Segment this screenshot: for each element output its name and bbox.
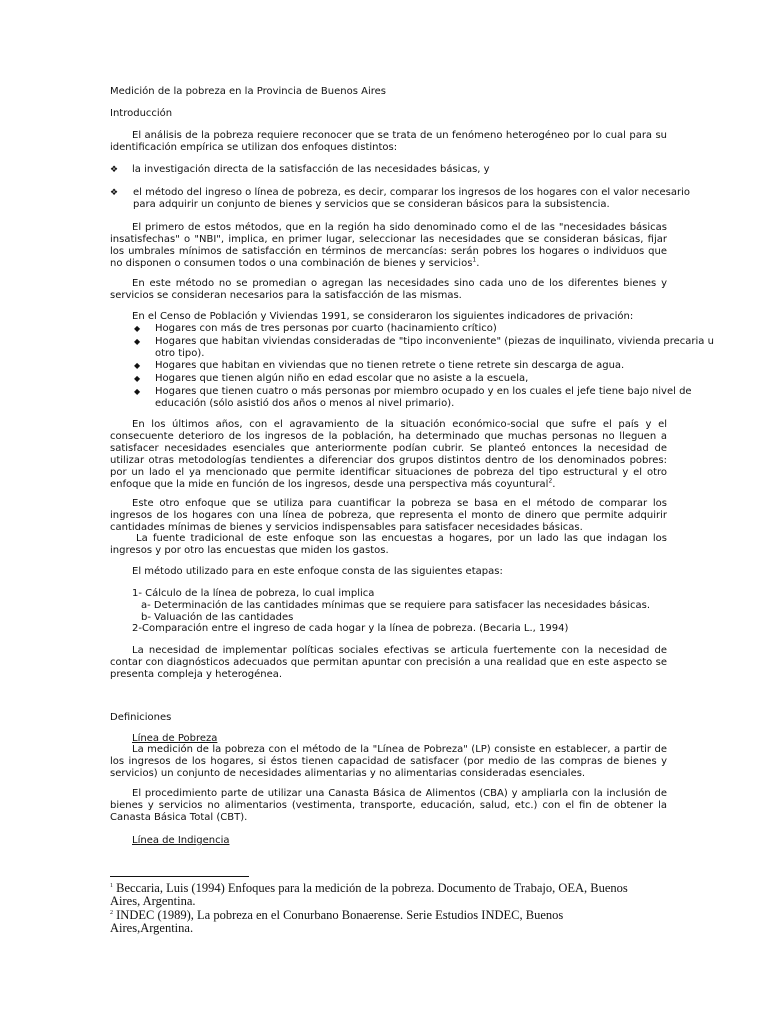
section-heading-introduccion: Introducción <box>110 108 173 119</box>
diamond-bullet-icon: ◆ <box>134 337 141 346</box>
paragraph-8: La medición de la pobreza con el método de la "Línea de Pobreza" (LP) consiste en establecer, a partir de los ingresos de los hogares, si éstos tienen capacidad de satisfacer (por medio de las compras de bienes y servicios) un conjunto de necesidades alimentarias y no alimentarias consideradas esenciales. <box>110 744 667 779</box>
diamond-bullet-icon: ◆ <box>134 324 141 333</box>
paragraph-5: Este otro enfoque que se utiliza para cuantificar la pobreza se basa en el método de comparar los ingresos de los hogares con una línea de pobreza, que representa el monto de dinero que permite adquirir cantidades mínimas de bienes y servicios indispensables para satisfacer necesidades básicas. <box>110 498 667 533</box>
bullet-icon: ❖ <box>110 165 119 175</box>
footnote-ref-1[interactable]: 1 <box>472 256 477 264</box>
diamond-bullet-icon: ◆ <box>134 387 141 396</box>
paragraph-7: La necesidad de implementar políticas sociales efectivas se articula fuertemente con la necesidad de contar con diagnósticos adecuados que permitan apuntar con precisión a una realidad que en este aspecto se presenta compleja y heterogénea. <box>110 645 668 680</box>
step-1: 1- Cálculo de la línea de pobreza, lo cual implica <box>132 588 375 599</box>
paragraph-6: La fuente tradicional de este enfoque son las encuestas a hogares, por un lado las que indagan los ingresos y por otro las encuestas que miden los gastos. <box>110 533 667 556</box>
diamond-bullet-icon: ◆ <box>134 361 141 370</box>
method-intro: El método utilizado para en este enfoque consta de las siguientes etapas: <box>132 566 503 577</box>
step-1b: b- Valuación de las cantidades <box>141 612 294 623</box>
footnote-1: $^1$ Beccaria, Luis (1994) Enfoques para la medición de la pobreza. Documento de Trabajo, OEA, Buenos Aires, Argentina. <box>110 881 628 908</box>
footnote-ref-2[interactable]: 2 <box>548 477 553 485</box>
indicator-item-4: Hogares que tienen algún niño en edad escolar que no asiste a la escuela, <box>155 373 529 384</box>
subheading-linea-de-pobreza: Línea de Pobreza <box>132 733 218 744</box>
section-heading-definiciones: Definiciones <box>110 712 172 723</box>
document-title: Medición de la pobreza en la Provincia de Buenos Aires <box>110 86 386 97</box>
census-intro: En el Censo de Población y Viviendas 1991, se consideraron los siguientes indicadores de privación: <box>132 311 634 322</box>
approach-item-2: el método del ingreso o línea de pobreza, es decir, comparar los ingresos de los hogares con el valor necesario para adquirir un conjunto de bienes y servicios que se consideran básicos para la subsistencia. <box>133 187 691 210</box>
paragraph-9: El procedimiento parte de utilizar una Canasta Básica de Alimentos (CBA) y ampliarla con la inclusión de bienes y servicios no alimentarios (vestimenta, transporte, educación, salud, etc.) con el fin de obtener la Canasta Básica Total (CBT). <box>110 788 667 823</box>
footnote-separator <box>110 876 249 877</box>
paragraph-3: En este método no se promedian o agregan las necesidades sino cada uno de los diferentes bienes y servicios se consideran necesarios para la satisfacción de las mismas. <box>110 278 667 301</box>
diamond-bullet-icon: ◆ <box>134 374 141 383</box>
indicator-item-3: Hogares que habitan en viviendas que no tienen retrete o tiene retrete sin descarga de agua. <box>155 360 625 371</box>
indicator-item-1: Hogares con más de tres personas por cuarto (hacinamiento crítico) <box>155 323 497 334</box>
approach-item-1: la investigación directa de la satisfacción de las necesidades básicas, y <box>132 164 490 175</box>
step-1a: a- Determinación de las cantidades mínimas que se requiere para satisfacer las necesidades básicas. <box>141 600 651 611</box>
indicator-item-5: Hogares que tienen cuatro o más personas por miembro ocupado y en los cuales el jefe tiene bajo nivel de educación (sólo asistió dos años o menos al nivel primario). <box>155 386 692 409</box>
paragraph-4: En los últimos años, con el agravamiento de la situación económico-social que sufre el país y el consecuente deterioro de los ingresos de la población, ha determinado que muchas personas no lleguen a satisfacer necesidades esenciales que anteriormente podían cubrir. Se planteó entonces la necesidad de utilizar otras metodologías tendientes a diferenciar dos grupos distintos dentro de los denominados pobres: por un lado el ya mencionado que permite identificar situaciones de pobreza del tipo estructural y el otro enfoque que la mide en función de los ingresos, desde una perspectiva más coyuntural$^2$. <box>110 419 667 490</box>
paragraph-2: El primero de estos métodos, que en la región ha sido denominado como el de las "necesidades básicas insatisfechas" o "NBI", implica, en primer lugar, seleccionar las necesidades que se consideran básicas, fijar los umbrales mínimos de satisfacción en términos de mercancías: serán pobres los hogares o individuos que no disponen o consumen todos o una combinación de bienes y servicios$^1$. <box>110 222 667 269</box>
subheading-linea-de-indigencia: Línea de Indigencia <box>132 835 230 846</box>
paragraph-1: El análisis de la pobreza requiere reconocer que se trata de un fenómeno heterogéneo por lo cual para su identificación empírica se utilizan dos enfoques distintos: <box>110 130 667 153</box>
bullet-icon: ❖ <box>110 188 119 198</box>
step-2: 2-Comparación entre el ingreso de cada hogar y la línea de pobreza. (Becaria L., 1994) <box>132 623 569 634</box>
indicator-item-2: Hogares que habitan viviendas consideradas de "tipo inconveniente" (piezas de inquilinato, vivienda precaria u otro tipo). <box>155 336 714 359</box>
footnote-2: $^2$ INDEC (1989), La pobreza en el Conurbano Bonaerense. Serie Estudios INDEC, Buenos Aires,Argentina. <box>110 908 564 935</box>
